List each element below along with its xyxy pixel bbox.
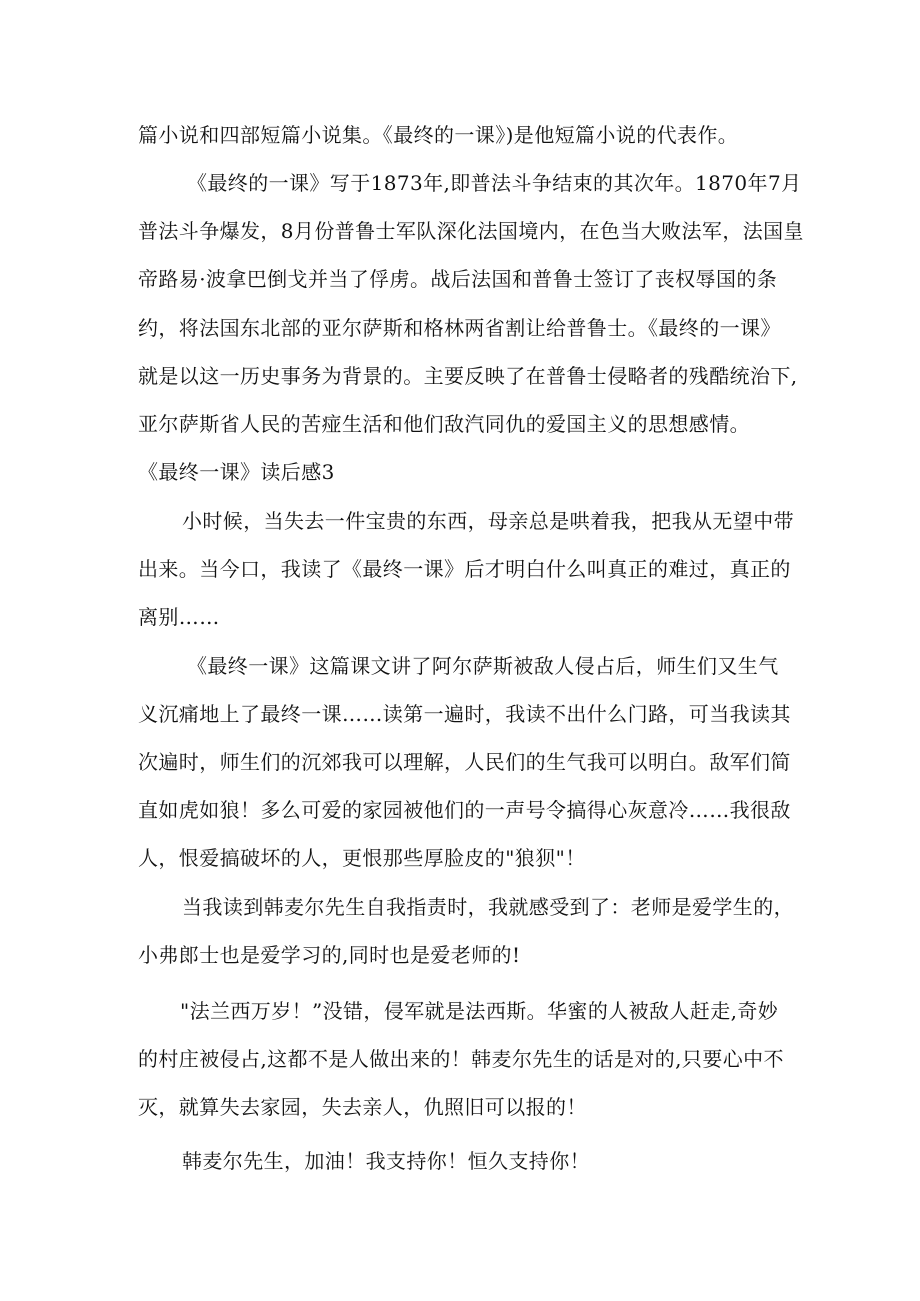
- text-line: 就是以这一历史事务为背景的。主要反映了在普鲁士侵略者的残酷统治下,: [138, 364, 798, 388]
- text-line: 《最终一课》这篇课文讲了阿尔萨斯被敌人侵占后，师生们又生气: [187, 654, 779, 678]
- section-heading: 《最终一课》读后感3: [138, 460, 335, 484]
- text-line: 次遍时，师生们的沉郊我可以理解，人民们的生气我可以明白。敌军们简: [138, 750, 791, 774]
- text-line: 义沉痛地上了最终一课……读第一遍时，我读不出什么门路，可当我读其: [138, 702, 791, 726]
- text-line: 人，恨爱搞破坏的人，更恨那些厚脸皮的"狼狈"！: [138, 846, 586, 870]
- text-line: 韩麦尔先生，加油！我支持你！恒久支持你！: [182, 1149, 590, 1173]
- text-line: "法兰西万岁！”没错，侵军就是法西斯。华蜜的人被敌人赶走,奇妙: [180, 999, 779, 1023]
- text-line: 《最终的一课》写于1873年,即普法斗争结束的其次年。1870年7月: [187, 171, 802, 195]
- text-line: 普法斗争爆发，8月份普鲁士军队深化法国境内，在色当大败法军，法国皇: [138, 219, 804, 243]
- text-line: 离别……: [138, 605, 220, 629]
- text-line: 帝路易·波拿巴倒戈并当了俘虏。战后法国和普鲁士签订了丧权辱国的条: [138, 267, 778, 291]
- text-line: 亚尔萨斯省人民的苦痖生活和他们敌汽同仇的爱国主义的思想感情。: [138, 412, 750, 436]
- text-line: 当我读到韩麦尔先生自我指责时，我就感受到了：老师是爱学生的，: [182, 895, 794, 919]
- text-line: 的村庄被侵占,这都不是人做出来的！韩麦尔先生的话是对的,只要心中不: [138, 1047, 784, 1071]
- text-line: 小时候，当失去一件宝贵的东西，母亲总是哄着我，把我从无望中带: [182, 509, 794, 533]
- text-line: 灭，就算失去家园，失去亲人，仇照旧可以报的！: [138, 1095, 587, 1119]
- text-line: 约，将法国东北部的亚尔萨斯和格林两省割让给普鲁士。《最终的一课》: [138, 316, 781, 340]
- text-line: 直如虎如狼！多么可爱的家园被他们的一声号令搞得心灰意冷……我很敌: [138, 798, 791, 822]
- text-line: 出来。当今口，我读了《最终一课》后才明白什么叫真正的难过，真正的: [138, 557, 791, 581]
- text-line: 小弗郎士也是爱学习的,同时也是爱老师的!: [138, 943, 521, 967]
- text-line: 篇小说和四部短篇小说集。《最终的一课》)是他短篇小说的代表作。: [138, 123, 739, 147]
